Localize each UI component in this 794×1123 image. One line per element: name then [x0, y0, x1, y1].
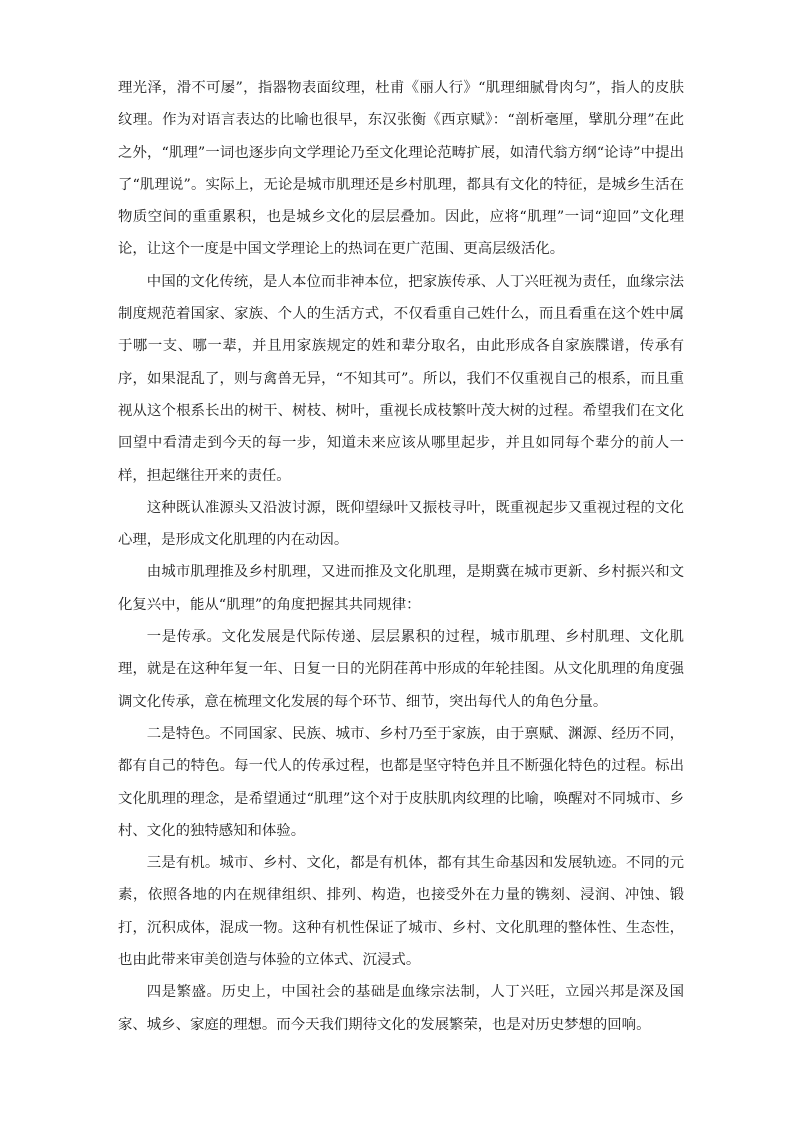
- paragraph-cultural-tradition: 中国的文化传统，是人本位而非神本位，把家族传承、人丁兴旺视为责任，血缘宗法制度规范着国家、家族、个人的生活方式，不仅看重自己姓什么，而且看重在这个姓中属于哪一支、哪一辈，并且用家族规定的姓和辈分取名，由此形成各自家族牒谱，传承有序，如果混乱了，则与禽兽无异，“不知其可”。所以，我们不仅重视自己的根系，而且重视从这个根系长出的树干、树枝、树叶，重视长成枝繁叶茂大树的过程。希望我们在文化回望中看清走到今天的每一步，知道未来应该从哪里起步，并且如同每个辈分的前人一样，担起继往开来的责任。: [118, 273, 684, 484]
- paragraph-continued: 理光泽，滑不可屡”，指器物表面纹理，杜甫《丽人行》“肌理细腻骨肉匀”，指人的皮肤纹理。作为对语言表达的比喻也很早，东汉张衡《西京赋》：“剖析毫厘，擘肌分理”在此之外，“肌理”一词也逐步向文学理论乃至文化理论范畴扩展，如清代翁方纲“论诗”中提出了“肌理说”。实际上，无论是城市肌理还是乡村肌理，都具有文化的特征，是城乡生活在物质空间的重重累积，也是城乡文化的层层叠加。因此，应将“肌理”一词“迎回”文化理论，让这个一度是中国文学理论上的热词在更广范围、更高层级活化。: [118, 80, 684, 258]
- paragraph-organic: 三是有机。城市、乡村、文化，都是有机体，都有其生命基因和发展轨迹。不同的元素，依照各地的内在规律组织、排列、构造，也接受外在力量的镌刻、浸润、冲蚀、锻打，沉积成体，混成一物。这种有机性保证了城市、乡村、文化肌理的整体性、生态性，也由此带来审美创造与体验的立体式、沉浸式。: [118, 855, 684, 969]
- paragraph-cultural-psychology: 这种既认准源头又沿波讨源，既仰望绿叶又振枝寻叶，既重视起步又重视过程的文化心理，是形成文化肌理的内在动因。: [118, 499, 684, 549]
- paragraph-characteristics: 二是特色。不同国家、民族、城市、乡村乃至于家族，由于禀赋、渊源、经历不同，都有自己的特色。每一代人的传承过程，也都是坚守特色并且不断强化特色的过程。标出文化肌理的理念，是希望通过“肌理”这个对于皮肤肌肉纹理的比喻，唤醒对不同城市、乡村、文化的独特感知和体验。: [118, 725, 684, 839]
- paragraph-prosperity: 四是繁盛。历史上，中国社会的基础是血缘宗法制，人丁兴旺，立园兴邦是深及国家、城乡、家庭的理想。而今天我们期待文化的发展繁荣，也是对历史梦想的回响。: [118, 984, 684, 1033]
- paragraph-common-laws: 由城市肌理推及乡村肌理，又进而推及文化肌理，是期冀在城市更新、乡村振兴和文化复兴中，能从“肌理”的角度把握其共同规律：: [118, 564, 684, 613]
- paragraph-inheritance: 一是传承。文化发展是代际传递、层层累积的过程，城市肌理、乡村肌理、文化肌理，就是在这种年复一年、日复一日的光阴荏苒中形成的年轮挂图。从文化肌理的角度强调文化传承，意在梳理文化发展的每个环节、细节，突出每代人的角色分量。: [118, 629, 684, 710]
- article-body: [118, 72, 684, 1041]
